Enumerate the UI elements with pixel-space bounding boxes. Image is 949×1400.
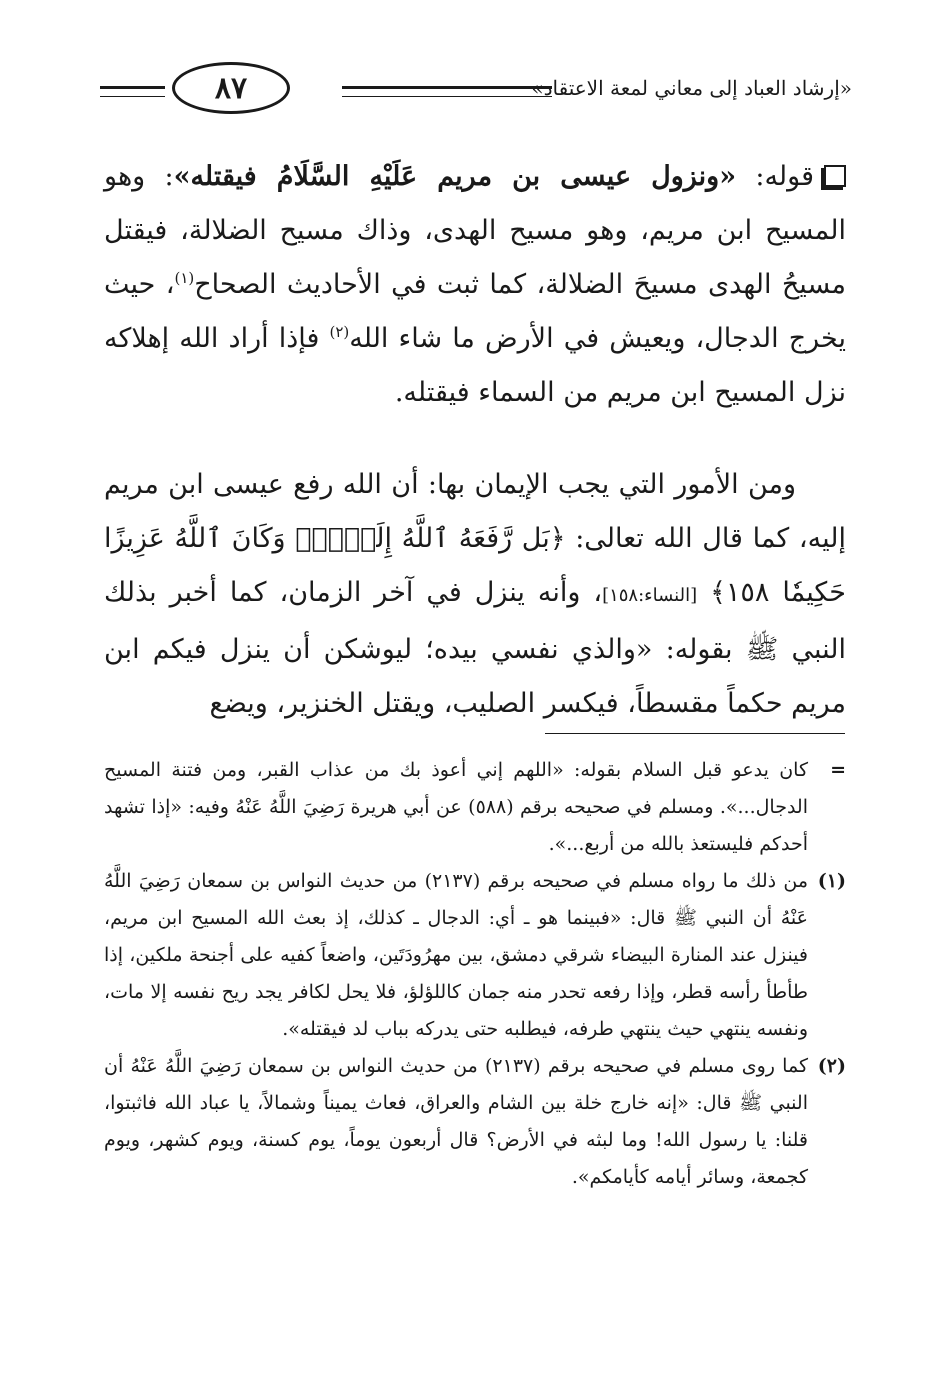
paragraph-belief [104,458,846,731]
para2-text-a: ومن الأمور التي يجب الإيمان بها: أن الله رفع عيسى ابن مريم إليه، كما قال الله تعالى: ﴿بَل رَّفَعَهُ ٱللَّهُ إِلَيۡهِۚ وَكَانَ ٱللَّهُ عَزِيزًا حَكِيمٗا ١٥٨﴾ [104,469,846,608]
footnote-text: كان يدعو قبل السلام بقوله: «اللهم إني أعوذ بك من عذاب القبر، ومن فتنة المسيح الدجال...». ومسلم في صحيحه برقم (٥٨٨) عن أبي هريرة رَضِيَ اللَّهُ عَنْهُ وفيه: «إذا تشهد أحدكم فليستعذ بالله من أربع...». [104,759,809,855]
footnotes [104,752,846,1196]
page-number-badge [172,62,290,114]
square-bullet-icon [824,165,846,187]
footnote-text: كما روى مسلم في صحيحه برقم (٢١٣٧) من حديث النواس بن سمعان رَضِيَ اللَّهُ عَنْهُ أن النبي ﷺ قال: «إنه خارج خلة بين الشام والعراق، فعاث يميناً وشمالاً، يا عباد الله فاثبتوا، قلنا: يا رسول الله! وما لبثه في الأرض؟ قال أربعون يوماً، يوم كسنة، ويوم كشهر، ويوم كجمعة، وسائر أيامه كأيامكم». [104,1055,808,1188]
para1-text-c: فإذا أراد الله إهلاكه نزل المسيح ابن مريم من السماء فيقتله. [104,323,846,408]
footnote-text: من ذلك ما رواه مسلم في صحيحه برقم (٢١٣٧) من حديث النواس بن سمعان رَضِيَ اللَّهُ عَنْهُ أن النبي ﷺ قال: «فبينما هو ـ أي: الدجال ـ كذلك، إذ بعث الله المسيح ابن مريم، فينزل عند المنارة البيضاء شرقي دمشق، بين مهرُودَتَين، واضعاً كفيه على أجنحة ملكين، إذا طأطأ رأسه قطر، وإذا رفعه تحدر منه جمان كاللؤلؤ، فلا يحل لكافر يجد ريح نفسه إلا مات، ونفسه ينتهي حيث ينتهي طرفه، فيطلبه حتى يدركه بباب لد فيقتله». [104,870,808,1040]
para1-quote: «ونزول عيسى بن مريم عَلَيْهِ السَّلَامُ فيقتله» [173,161,737,192]
para1-text-a: : وهو المسيح ابن مريم، وهو مسيح الهدى، وذاك مسيح الضلالة، فيقتل مسيحُ الهدى مسيحَ الضلالة، كما ثبت في الأحاديث الصحاح [104,161,846,300]
header-rule-right [342,86,552,97]
footnote-mark: (١) [817,870,846,892]
footnote-divider [545,733,845,734]
para1-text-b: ، حيث يخرج الدجال، ويعيش في الأرض ما شاء الله [104,269,847,354]
para1-lead: قوله: [755,161,814,192]
footnote-1 [104,863,846,1048]
footnote-ref-2: (٢) [329,323,350,341]
footnote-2 [104,1048,846,1196]
footnote-continued [104,752,846,863]
footnote-ref-1: (١) [174,269,195,287]
header-title: «إرشاد العباد إلى معاني لمعة الاعتقاد» [531,76,852,100]
header-rule-left [100,86,165,97]
paragraph-commentary [104,150,846,420]
footnote-mark: (٢) [817,1055,846,1077]
running-header [100,62,852,118]
page-number: ٨٧ [214,70,248,106]
footnote-mark: = [830,759,846,781]
para2-text-b: ، وأنه ينزل في آخر الزمان، كما أخبر بذلك النبي ﷺ بقوله: «والذي نفسي بيده؛ ليوشكن أن ينزل فيكم ابن مريم حكماً مقسطاً، فيكسر الصليب، ويقتل الخنزير، ويضع [104,577,846,719]
quran-reference: [النساء:١٥٨] [602,585,698,606]
